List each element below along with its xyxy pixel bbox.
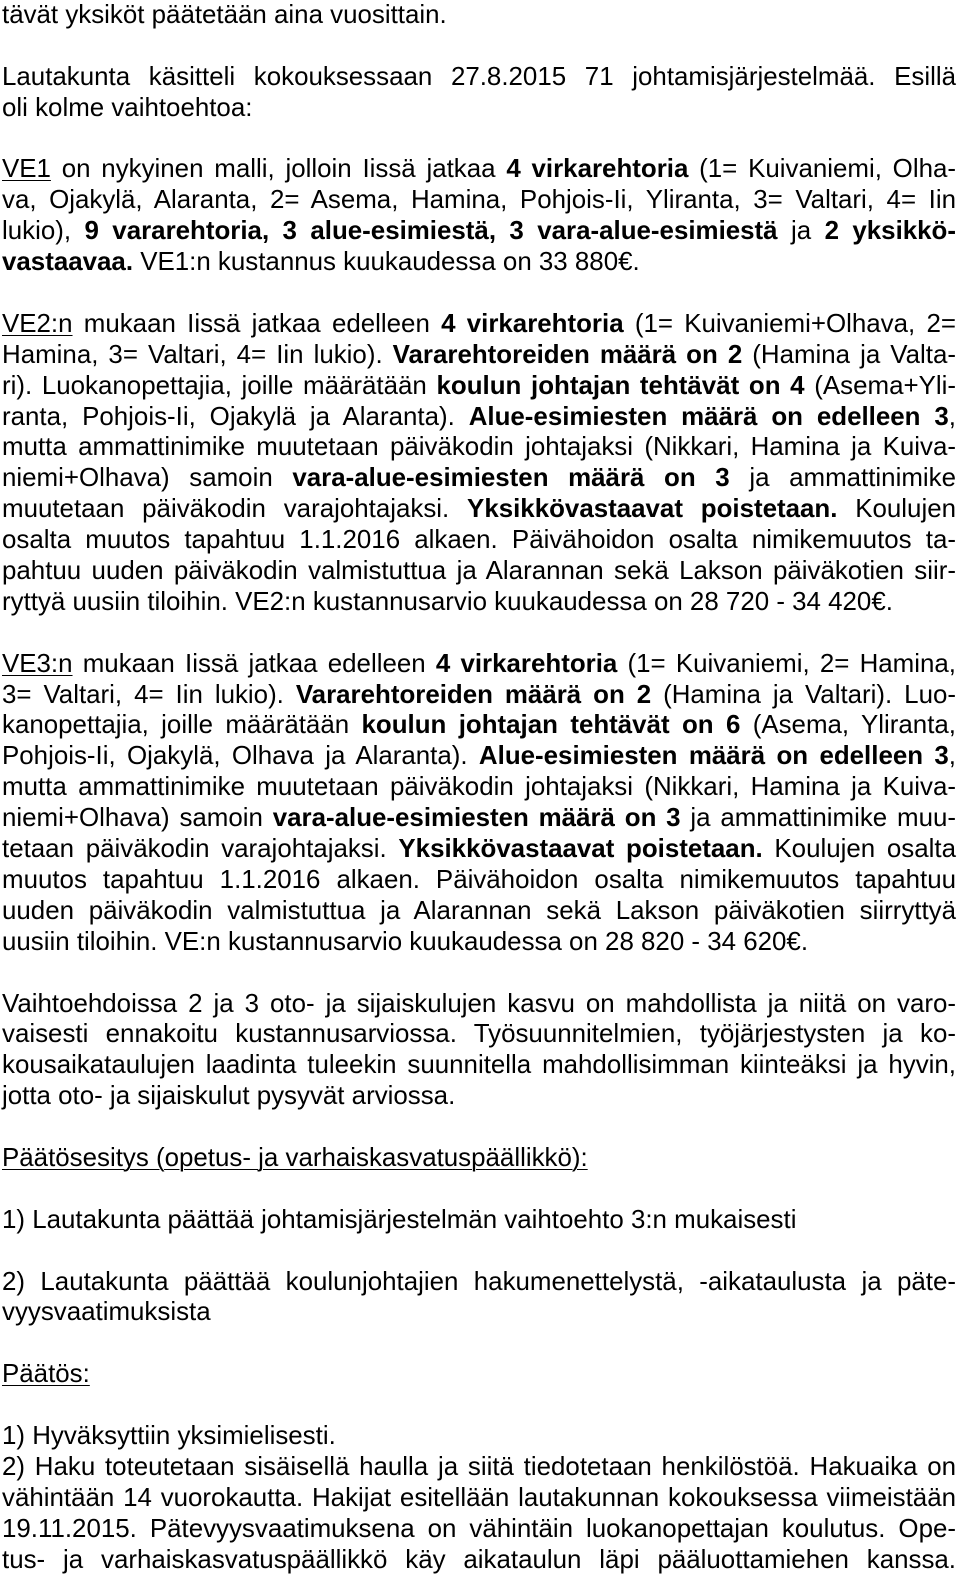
text-run: vähintään 14 vuorokautta. Hakijat esitellään lautakunnan kokouksessa viimeistään [2,1483,956,1512]
text-line [2,93,956,124]
text-line [2,556,956,587]
text-line [2,1019,956,1050]
text-line [2,340,956,371]
option-ve2-paragraph [2,309,956,618]
text-line [2,1359,956,1390]
bold-text: Alue-esimiesten määrä on edelleen 3 [478,742,949,771]
bold-text: koulun johtajan tehtävät on 4 [436,371,805,400]
paragraph [2,649,956,958]
proposal-heading [2,1143,956,1174]
text-line [2,1514,956,1545]
bold-text: Yksikkövastaavat poistetaan. [398,835,763,864]
text-line [2,1205,956,1236]
text-run: Lautakunta käsitteli kokouksessaan 27.8.2015 71 johtamisjärjestelmää. Esillä [2,62,956,91]
text-run: ja [777,217,825,246]
text-line [2,463,956,494]
text-run: mukaan Iissä jatkaa edelleen [72,649,436,678]
decision-items [2,1421,956,1575]
text-line [2,1545,956,1576]
paragraph [2,62,956,124]
text-run: osalta muutos tapahtuu 1.1.2016 alkaen. Päivähoidon osalta nimikemuutos ta- [2,526,956,555]
option-ve1-paragraph [2,154,956,278]
text-run: Koulujen [837,495,957,524]
text-run: tävät yksiköt päätetään aina vuosittain. [2,1,447,29]
text-run: ja ammattinimike [729,464,956,493]
bold-text: 4 virkarehtoria [435,649,618,678]
text-run: 1) Hyväksyttiin yksimielisesti. [2,1421,336,1450]
bold-text: vastaavaa. [2,248,134,277]
text-line [2,432,956,463]
text-run: vaisesti ennakoitu kustannusarviossa. Työsuunnitelmien, työjärjestysten ja ko- [2,1020,956,1049]
text-run: lukio), [2,217,85,246]
proposal-item-2 [2,1267,956,1329]
text-line [2,309,956,340]
paragraph [2,154,956,278]
bold-text: vara-alue-esimiesten määrä on 3 [292,464,730,493]
paragraph [2,309,956,618]
text-line [2,494,956,525]
text-run: (Hamina ja Valta- [742,340,956,369]
text-line [2,1050,956,1081]
text-line [2,1297,956,1328]
text-line [2,371,956,402]
text-run: on nykyinen malli, jolloin Iissä jatkaa [50,155,507,184]
underlined-text: VE3:n [2,649,73,678]
text-run: 3= Valtari, 4= Iin lukio). [2,680,296,709]
text-run: 1) Lautakunta päättää johtamisjärjestelmän vaihtoehto 3:n mukaisesti [2,1205,797,1234]
text-line [2,525,956,556]
text-run: , [948,402,956,431]
text-line [2,741,956,772]
text-run: Vaihtoehdoissa 2 ja 3 oto- ja sijaiskulujen kasvu on mahdollista ja niitä on varo- [2,989,956,1018]
text-line [2,1081,956,1112]
text-run: vyysvaatimuksista [2,1298,211,1327]
text-line [2,216,956,247]
text-line [2,803,956,834]
text-run: uusiin tiloihin. VE:n kustannusarvio kuukaudessa on 28 820 - 34 620€. [2,927,809,956]
text-line [2,989,956,1020]
document-page [2,0,956,1575]
paragraph [2,1205,956,1236]
option-ve3-paragraph [2,649,956,958]
text-line [2,587,956,618]
text-run: va, Ojakylä, Alaranta, 2= Asema, Hamina, Pohjois-Ii, Yliranta, 3= Valtari, 4= Iin [2,186,956,215]
text-line [2,247,956,278]
text-line [2,402,956,433]
bold-text: 2 yksikkö- [824,217,956,246]
decision-heading [2,1359,956,1390]
bold-text: Vararehtoreiden määrä on 2 [295,680,652,709]
paragraph [2,1421,956,1452]
bold-text: Yksikkövastaavat poistetaan. [467,495,838,524]
text-run: ranta, Pohjois-Ii, Ojakylä ja Alaranta). [2,402,469,431]
text-line [2,1143,956,1174]
text-run: kousaikataulujen laadinta tuleekin suunnitella mahdollisimman kiinteäksi ja hyvin, [2,1051,956,1080]
text-run: ja ammattinimike muu- [680,804,956,833]
text-run: tus- ja varhaiskasvatuspäällikkö käy aikataulun läpi pääluottamiehen kanssa. [2,1545,956,1574]
text-run: Hamina, 3= Valtari, 4= Iin lukio). [2,340,393,369]
underlined-text: VE2:n [2,309,73,338]
text-run: , [948,742,956,771]
text-line [2,772,956,803]
text-run: 2) Lautakunta päättää koulunjohtajien hakumenettelystä, -aikataulusta ja päte- [2,1267,956,1296]
text-run: ri). Luokanopettajia, joille määrätään [2,371,437,400]
text-line [2,1452,956,1483]
text-line [2,62,956,93]
text-run: (Asema+Yli- [804,371,956,400]
text-line [2,834,956,865]
text-run: uuden päiväkodin valmistuttua ja Alarannan sekä Lakson päiväkotien siirryttyä [2,896,956,925]
paragraph [2,1359,956,1390]
bold-text: Vararehtoreiden määrä on 2 [392,340,743,369]
text-run: (Hamina ja Valtari). Luo- [651,680,956,709]
text-run: oli kolme vaihtoehtoa: [2,93,253,122]
meeting-intro-paragraph [2,62,956,124]
text-run: kanopettajia, joille määrätään [2,711,362,740]
text-run: Koulujen osalta [762,835,956,864]
paragraph [2,1452,956,1576]
text-run: Pohjois-Ii, Ojakylä, Olhava ja Alaranta). [2,742,479,771]
text-run: (1= Kuivaniemi+Olhava, 2= [623,309,956,338]
text-run: mutta ammattinimike muutetaan päiväkodin johtajaksi (Nikkari, Hamina ja Kuiva- [2,773,956,802]
bold-text: koulun johtajan tehtävät on 6 [361,711,741,740]
text-run: pahtuu uuden päiväkodin valmistuttua ja Alarannan sekä Lakson päiväkotien siir- [2,557,956,586]
text-run: mukaan Iissä jatkaa edelleen [72,309,442,338]
carryover-paragraph [2,0,956,31]
paragraph [2,1267,956,1329]
text-line [2,649,956,680]
text-run: tetaan päiväkodin varajohtajaksi. [2,835,399,864]
text-line [2,710,956,741]
bold-text: vara-alue-esimiesten määrä on 3 [272,804,681,833]
text-line [2,680,956,711]
text-line [2,154,956,185]
paragraph [2,0,956,31]
text-run: niemi+Olhava) samoin [2,804,273,833]
underlined-text: Päätös: [2,1360,90,1389]
text-line [2,1483,956,1514]
text-line [2,865,956,896]
text-run: (1= Kuivaniemi, 2= Hamina, [617,649,956,678]
text-run: 19.11.2015. Pätevyysvaatimuksena on vähintäin luokanopettajan koulutus. Ope- [2,1514,956,1543]
text-run: mutta ammattinimike muutetaan päiväkodin johtajaksi (Nikkari, Hamina ja Kuiva- [2,433,956,462]
bold-text: 4 virkarehtoria [506,155,689,184]
text-run: (Asema, Yliranta, [740,711,956,740]
paragraph [2,989,956,1113]
bold-text: 4 virkarehtoria [441,309,624,338]
bold-text: 9 vararehtoria, 3 alue-esimiestä, 3 vara-alue-esimiestä [84,217,778,246]
cost-note-paragraph [2,989,956,1113]
proposal-item-1 [2,1205,956,1236]
text-line [2,185,956,216]
text-line [2,1421,956,1452]
bold-text: Alue-esimiesten määrä on edelleen 3 [468,402,949,431]
text-run: ryttyä uusiin tiloihin. VE2:n kustannusarvio kuukaudessa on 28 720 - 34 420€. [2,587,893,616]
text-run: jotta oto- ja sijaiskulut pysyvät arviossa. [2,1082,456,1111]
text-line [2,927,956,958]
text-line [2,896,956,927]
paragraph [2,1143,956,1174]
text-run: muutos tapahtuu 1.1.2016 alkaen. Päivähoidon osalta nimikemuutos tapahtuu [2,865,956,894]
text-run: niemi+Olhava) samoin [2,464,293,493]
text-run: 2) Haku toteutetaan sisäisellä haulla ja siitä tiedotetaan henkilöstöä. Hakuaika on [2,1452,956,1481]
underlined-text: Päätösesitys (opetus- ja varhaiskasvatuspäällikkö): [2,1143,588,1172]
underlined-text: VE1 [2,155,51,184]
text-run: muutetaan päiväkodin varajohtajaksi. [2,495,468,524]
text-run: VE1:n kustannus kuukaudessa on 33 880€. [133,248,640,277]
text-line [2,0,956,31]
text-line [2,1267,956,1298]
text-run: (1= Kuivaniemi, Olha- [688,155,956,184]
